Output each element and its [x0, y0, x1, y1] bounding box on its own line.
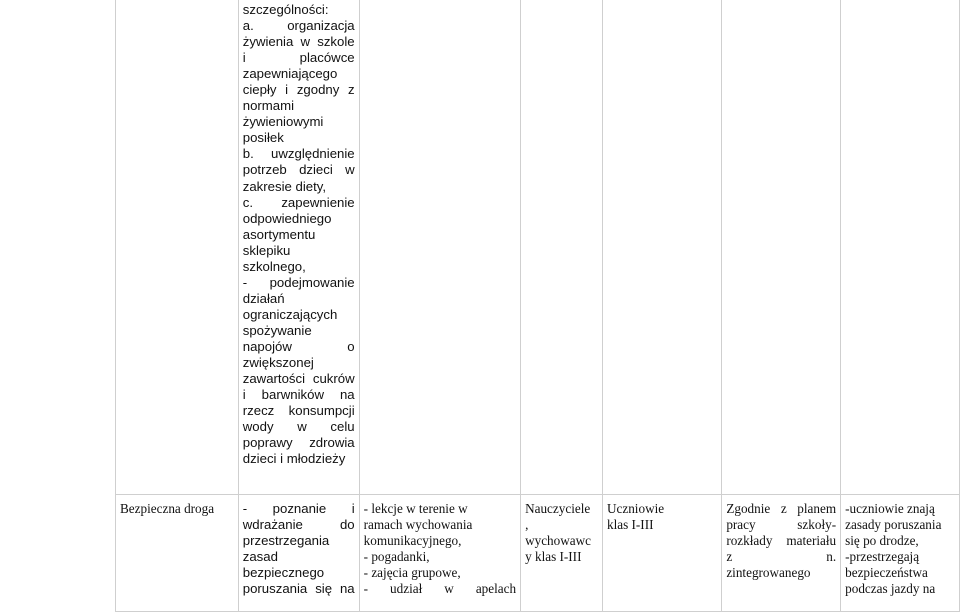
word: z: [780, 501, 787, 516]
text-line: y klas I-III: [525, 549, 582, 565]
word: szkole: [317, 34, 355, 50]
text-line: [243, 162, 355, 178]
text-line: komunikacyjnego,: [363, 533, 462, 549]
table-row: [116, 495, 960, 612]
word: z: [348, 82, 355, 98]
methods-cell: [359, 495, 520, 612]
word: poprawy: [242, 435, 293, 451]
text-line: szkolnego,: [242, 258, 306, 274]
word: uwzględnienie: [271, 146, 355, 162]
word: poruszania: [242, 581, 308, 597]
text-line: -przestrzegają: [845, 549, 920, 565]
word: do: [339, 517, 355, 533]
text-line: [243, 419, 355, 435]
word: wody: [242, 419, 274, 435]
word: żywienia: [242, 34, 294, 50]
word: na: [339, 581, 355, 597]
area-cell: [116, 0, 239, 495]
word: placówce: [299, 50, 355, 66]
word: barwników: [261, 387, 324, 403]
word: celu: [330, 419, 355, 435]
word: i: [242, 50, 246, 66]
text-line: Uczniowie: [606, 501, 665, 516]
word: podejmowanie: [269, 274, 355, 290]
word: w: [297, 419, 307, 435]
text-line: zasad: [242, 549, 278, 565]
methods-text: [364, 501, 516, 597]
tasks-cell: [238, 0, 359, 495]
word: zgodny: [296, 82, 340, 98]
text-line: zasady poruszania: [845, 517, 942, 533]
word: w: [345, 162, 355, 178]
word: i: [242, 387, 246, 403]
text-line: klas I-III: [606, 517, 654, 533]
word: potrzeb: [242, 162, 287, 178]
text-line: [243, 501, 355, 517]
word: -: [363, 581, 369, 597]
word: szkoły-: [797, 517, 837, 533]
text-line: - lekcje w terenie w: [363, 501, 468, 516]
text-line: [243, 50, 355, 66]
text-line: - zajęcia grupowe,: [363, 565, 461, 581]
word: Zgodnie: [726, 501, 771, 516]
text-line: się po drodze,: [845, 533, 919, 549]
word: na: [339, 387, 355, 403]
text-line: podczas jazdy na: [845, 581, 936, 597]
word: zawartości: [242, 371, 306, 387]
word: organizacja: [287, 18, 355, 34]
word: rzecz: [242, 403, 275, 419]
table-row: [116, 0, 960, 495]
tasks-text: [243, 2, 355, 467]
word: apelach: [475, 581, 517, 597]
text-line: zakresie diety,: [242, 178, 327, 194]
word: o: [347, 338, 355, 354]
text-line: [243, 435, 355, 451]
text-line: [243, 339, 355, 355]
word: zdrowia: [309, 435, 355, 451]
text-line: bezpiecznego: [242, 565, 325, 581]
text-line: zintegrowanego: [726, 565, 811, 581]
word: zapewnienie: [281, 194, 355, 210]
word: w: [444, 581, 454, 597]
word: się: [315, 581, 333, 597]
effects-cell: [841, 0, 960, 495]
word: c.: [242, 194, 254, 210]
timing-cell: [722, 0, 841, 495]
recipients-cell: [602, 495, 721, 612]
text-line: [243, 387, 355, 403]
program-table: [115, 0, 960, 612]
word: -: [242, 274, 248, 290]
word: i: [285, 82, 289, 98]
text-line: przestrzegania: [242, 533, 330, 549]
word: pracy: [726, 517, 756, 533]
text-line: [243, 82, 355, 98]
responsible-text: [525, 501, 598, 565]
word: napojów: [242, 338, 292, 354]
recipients-cell: [602, 0, 721, 495]
timing-cell: [722, 495, 841, 612]
timing-text: [726, 501, 836, 581]
text-line: [726, 517, 836, 533]
area-label: Bezpieczna droga: [120, 501, 215, 516]
text-line: [243, 18, 355, 34]
text-line: [243, 275, 355, 291]
word: konsumpcji: [288, 403, 355, 419]
effects-text: [845, 501, 955, 597]
text-line: -uczniowie znają: [845, 501, 935, 516]
text-line: odpowiedniego: [242, 210, 332, 226]
word: udział: [390, 581, 423, 597]
text-line: [243, 371, 355, 387]
text-line: [243, 403, 355, 419]
text-line: zapewniającego: [242, 66, 338, 82]
text-line: posiłek: [242, 130, 284, 146]
text-line: [243, 517, 355, 533]
word: rozkłady: [726, 533, 773, 549]
responsible-cell: [521, 0, 603, 495]
text-line: dzieci i młodzieży: [242, 451, 346, 467]
text-line: zwiększonej: [242, 355, 314, 371]
text-line: [364, 581, 516, 597]
text-line: Nauczyciele: [525, 501, 591, 516]
word: a.: [242, 18, 254, 34]
text-line: asortymentu: [242, 226, 316, 242]
word: materiału: [786, 533, 837, 549]
area-cell: [116, 495, 239, 612]
word: w: [300, 34, 311, 50]
text-line: sklepiku: [242, 242, 291, 258]
responsible-cell: [521, 495, 603, 612]
text-line: ograniczających: [242, 306, 338, 322]
text-line: ramach wychowania: [363, 517, 473, 533]
effects-cell: [841, 495, 960, 612]
word: dzieci: [299, 162, 333, 178]
text-line: - pogadanki,: [363, 549, 430, 565]
word: b.: [242, 146, 254, 162]
word: n.: [826, 549, 837, 565]
text-line: spożywanie: [242, 322, 312, 338]
text-line: [243, 146, 355, 162]
word: wdrażanie: [242, 517, 303, 533]
word: i: [351, 501, 355, 516]
text-line: szczególności:: [242, 2, 329, 17]
text-line: bezpieczeństwa: [845, 565, 928, 581]
text-line: [726, 501, 836, 517]
tasks-cell: [238, 495, 359, 612]
text-line: wychowawc: [525, 533, 591, 549]
text-line: [726, 549, 836, 565]
methods-cell: [359, 0, 520, 495]
text-line: [243, 581, 355, 597]
text-line: [243, 34, 355, 50]
word: cukrów: [312, 371, 355, 387]
word: -: [242, 501, 248, 516]
text-line: [243, 195, 355, 211]
tasks-text: [243, 501, 355, 597]
word: poznanie: [272, 501, 327, 516]
text-line: ,: [525, 517, 529, 533]
recipients-text: [607, 501, 717, 533]
word: ciepły: [242, 82, 277, 98]
text-line: żywieniowymi: [242, 114, 324, 130]
text-line: działań: [242, 290, 285, 306]
word: z: [726, 549, 733, 565]
word: planem: [797, 501, 837, 516]
text-line: normami: [242, 98, 295, 114]
text-line: [726, 533, 836, 549]
